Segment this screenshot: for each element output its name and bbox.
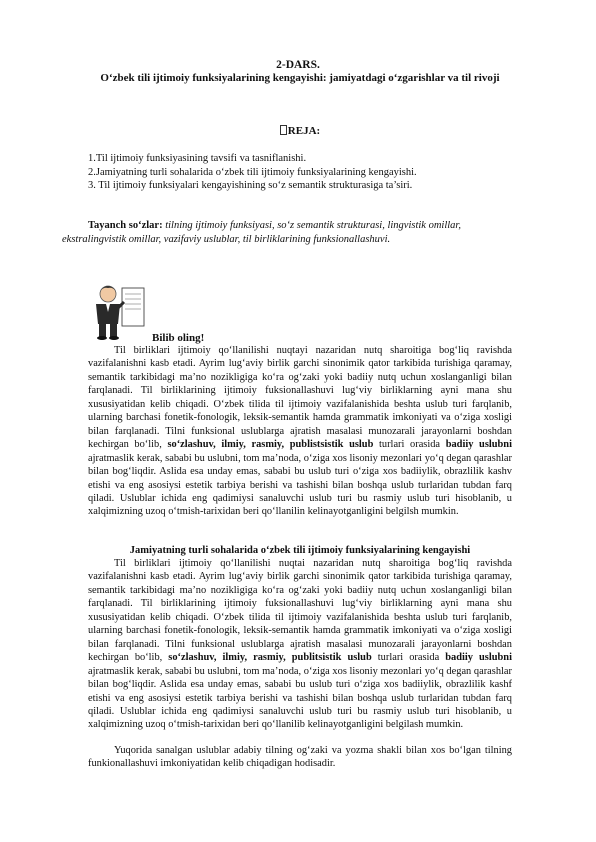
plan-heading: REJA: <box>240 125 360 137</box>
body-paragraph: Til birliklari ijtimoiy qo‘llanilishi nuqtai nazaridan nutq sharoitiga bog‘liq ravishda vazifalanishni kasb etadi. Ayrim lug‘aviy birlik garchi sinonimik qator tarkibida turishiga qaramay, semantik tarkibidagi ma’no nozikligiga ko‘ra og‘zaki yoki badiiy nutq uchun xoslanganligi bilan farqlanadi. Til birliklarining ijtimoiy fuksionallashuvi lug‘viy birliklarning ayni mana shu xususiyatidan kelib chiqadi. O‘zbek tilida til ijtimoiy vazifalanishida beshta uslub turi farqlanib, ularning barchasi fonetik-fonologik, leksik-semantik hamda grammatik imkoniyati va o‘ziga xosligi bilan farqlanadi. Tilni funksional uslublarga ajratish masalasi munozarali jarayonlarni boshdan kechirgan bo‘lib, so‘zlashuv, ilmiy, rasmiy, publitsistik uslub turlari orasida badiiy uslubni ajratmaslik kerak, sababi bu uslubni, tom ma’noda, o‘ziga xos lisoniy mezonlari yo‘q degan qarashlar bilan bog‘liqdir. Aslida esa unday emas, sababi bu uslub turi o‘ziga xos badiiylik, obrazlilik kashf etishi va eng asosiysi estetik tarbiya berishi va tashishi bilan boshqa uslub turlaridan tubdan farq qiladi. Uslublar ichida eng qadimiysi sanaluvchi uslub turi bu rasmiy uslub turi hisoblanib, u xalqimizning uzoq o‘tmish-tarixidan beri qo‘llanilib kelinayotganligini belgilash mumkin. <box>88 558 512 731</box>
section-heading: Jamiyatning turli sohalarida o‘zbek tili ijtimoiy funksiyalarining kengayishi <box>129 545 471 556</box>
bullet-box-icon <box>280 125 287 135</box>
body-paragraph: Til birliklari ijtimoiy qo‘llanilishi nuqtayi nazaridan nutq sharoitiga bog‘liq ravishda vazifalanishni kasb etadi. Ayrim lug‘aviy birlik garchi sinonimik qator tarkibida turishiga qaramay, semantik tarkibidagi ma’no nozikligiga ko‘ra og‘zaki yoki badiiy nutq uchun xoslanganligi bilan farqlanadi. Til birliklarining ijtimoiy fuksionallashuvi lug‘viy birliklarning ayni mana shu xususiyatidan kelib chiqadi. O‘zbek tilida til ijtimoiy vazifalanishida beshta uslub turi farqlanib, ularning barchasi fonetik-fonologik, leksik-semantik hamda grammatik imkoniyati va o‘ziga xosligi bilan farqlanadi. Tilni funksional uslublarga ajratish masalasi munozarali jarayonlarni boshdan kechirgan bo‘lib, so‘zlashuv, ilmiy, rasmiy, publistsistik uslub turlari orasida badiiy uslubni ajratmaslik kerak, sababi bu uslubni, tom ma’noda, o‘ziga xos lisoniy mezonlari yo‘q degan qarashlar bilan bog‘liqdir. Aslida esa unday emas, sababi bu uslub turi o‘ziga xos badiiylik, obrazlilik kashv etishi va eng asosiysi estetik tarbiya berishi va tashishi bilan boshqa uslub turlaridan tubdan farq qiladi. Uslublar ichida eng qadimiysi sanaluvchi uslub turi bu rasmiy uslub turi hisoblanib, u xalqimizning uzoq o‘tmish-tarixidan beri qo‘llanilin kelinayotganligini belgilsh mumkin. <box>88 345 512 518</box>
plan-item: 3. Til ijtimoiy funksiyalari kengayishining so‘z semantik strukturasiga ta’siri. <box>88 180 413 191</box>
keywords-text: tilning ijtimoiy funksiyasi, so‘z semantik strukturasi, lingvistik omillar, ekstralingvistik omillar, vazifaviy uslublar, til birliklarining funksionallashuvi. <box>62 220 461 245</box>
plan-item: 1.Til ijtimoiy funksiyasining tavsifi va tasniflanishi. <box>88 153 307 164</box>
lesson-number: 2-DARS. <box>276 59 320 71</box>
body-paragraph: Yuqorida sanalgan uslublar adabiy tilning og‘zaki va yozma shakli bilan xos bo‘lgan tilning funkionallashuvi imkoniyatidan kelib chiqadigan hodisadir. <box>88 745 512 770</box>
plan-list <box>88 152 528 193</box>
keywords-label: Tayanch so‘zlar: <box>88 220 163 231</box>
keywords <box>62 219 482 246</box>
plan-item: 2.Jamiyatning turli sohalarida o‘zbek tili ijtimoiy funksiyalarining kengayishi. <box>88 166 417 178</box>
lesson-title: O‘zbek tili ijtimoiy funksiyalarining kengayishi: jamiyatdagi o‘zgarishlar va til rivoji <box>100 72 500 84</box>
callout-label: Bilib oling! <box>152 332 205 344</box>
reading-person-icon <box>88 282 148 340</box>
